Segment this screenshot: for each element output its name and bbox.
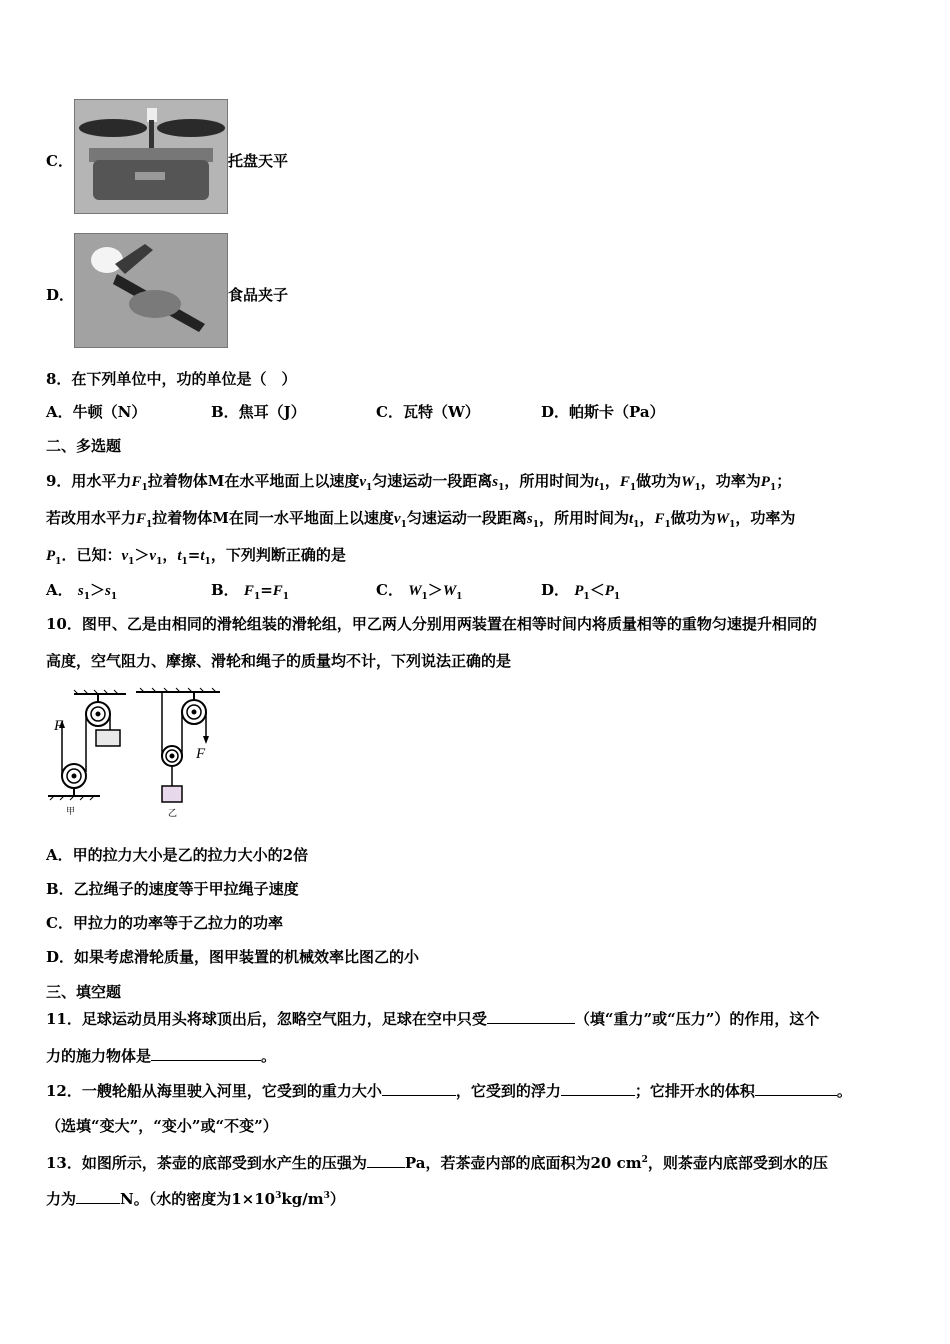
q8-option-d: D．帕斯卡（Pa） bbox=[541, 403, 665, 421]
q9-line-3: $P_1$．已知：$v_1>v_1$，$t_1=t_1$，下列判断正确的是 bbox=[46, 546, 346, 567]
q11-blank-2 bbox=[151, 1044, 261, 1061]
q10-option-c: C．甲拉力的功率等于乙拉力的功率 bbox=[46, 914, 283, 932]
q8-option-a: A．牛顿（N） bbox=[46, 403, 147, 421]
q12-line-2: （选填“变大”，“变小”或“不变”） bbox=[46, 1117, 278, 1135]
q8-option-c: C．瓦特（W） bbox=[376, 403, 480, 421]
q7-option-d-text: 食品夹子 bbox=[228, 286, 289, 304]
q8-stem: 8．在下列单位中，功的单位是（ ） bbox=[46, 370, 297, 388]
q9-line-1: 9．用水平力$F_1$拉着物体M在水平地面上以速度$v_1$匀速运动一段距离$s_1$，所用时间为$t_1$，$F_1$做功为$W_1$，功率为$P_1$； bbox=[46, 472, 792, 493]
label-f-jia: F bbox=[54, 718, 64, 734]
section-heading-fill-blank: 三、填空题 bbox=[46, 983, 122, 1001]
pulley-diagram bbox=[44, 686, 224, 818]
q13-blank-1 bbox=[367, 1151, 405, 1168]
q9-line-2: 若改用水平力$F_1$拉着物体M在同一水平地面上以速度$v_1$匀速运动一段距离$s_1$，所用时间为$t_1$，$F_1$做功为$W_1$，功率为 bbox=[46, 509, 796, 530]
pulley-system-yi bbox=[136, 688, 220, 802]
q10-option-a: A．甲的拉力大小是乙的拉力大小的2倍 bbox=[46, 846, 309, 864]
q9-option-b: B． $F_1=F_1$ bbox=[211, 581, 290, 602]
q7-option-c-text: 托盘天平 bbox=[228, 152, 289, 170]
q13-blank-2 bbox=[76, 1187, 120, 1204]
q11-line-2: 力的施力物体是 。 bbox=[46, 1044, 276, 1066]
q13-line-1: 13．如图所示，茶壶的底部受到水产生的压强为 Pa，若茶壶内部的底面积为20 $cm^2$，则茶壶内底部受到水的压 bbox=[46, 1150, 828, 1173]
q9-option-a: A． $s_1>s_1$ bbox=[46, 581, 118, 602]
label-yi: 乙 bbox=[168, 809, 178, 818]
q12-line-1: 12．一艘轮船从海里驶入河里，它受到的重力大小 ，它受到的浮力 ；它排开水的体积 。 bbox=[46, 1079, 852, 1101]
q11-blank-1 bbox=[487, 1007, 575, 1024]
force-arrow-yi bbox=[203, 736, 209, 744]
q12-blank-2 bbox=[561, 1079, 635, 1096]
pulley-system-jia bbox=[48, 690, 126, 800]
q13-line-2: 力为 N。（水的密度为$1\times 10^3kg/m^3$） bbox=[46, 1186, 345, 1209]
balance-scale-photo bbox=[74, 99, 228, 214]
q7-option-d-label: D． bbox=[46, 286, 75, 304]
q10-line-2: 高度，空气阻力、摩擦、滑轮和绳子的质量均不计，下列说法正确的是 bbox=[46, 652, 512, 670]
q7-option-c-label: C． bbox=[46, 152, 73, 170]
q9-option-d: D． $P_1<P_1$ bbox=[541, 581, 621, 602]
q8-option-b: B．焦耳（J） bbox=[211, 403, 306, 421]
q10-option-d: D．如果考虑滑轮质量，图甲装置的机械效率比图乙的小 bbox=[46, 948, 420, 966]
section-heading-multi-choice: 二、多选题 bbox=[46, 437, 122, 455]
label-f-yi: F bbox=[196, 746, 206, 762]
label-jia: 甲 bbox=[66, 807, 76, 817]
food-tongs-photo bbox=[74, 233, 228, 348]
q9-option-c: C． $W_1>W_1$ bbox=[376, 581, 463, 602]
q10-option-b: B．乙拉绳子的速度等于甲拉绳子速度 bbox=[46, 880, 299, 898]
q11-line-1: 11．足球运动员用头将球顶出后，忽略空气阻力，足球在空中只受 （填“重力”或“压力”）的作用，这个 bbox=[46, 1007, 819, 1029]
q10-line-1: 10．图甲、乙是由相同的滑轮组装的滑轮组，甲乙两人分别用两装置在相等时间内将质量相等的重物匀速提升相同的 bbox=[46, 615, 817, 633]
q12-blank-1 bbox=[382, 1079, 456, 1096]
q12-blank-3 bbox=[755, 1079, 837, 1096]
